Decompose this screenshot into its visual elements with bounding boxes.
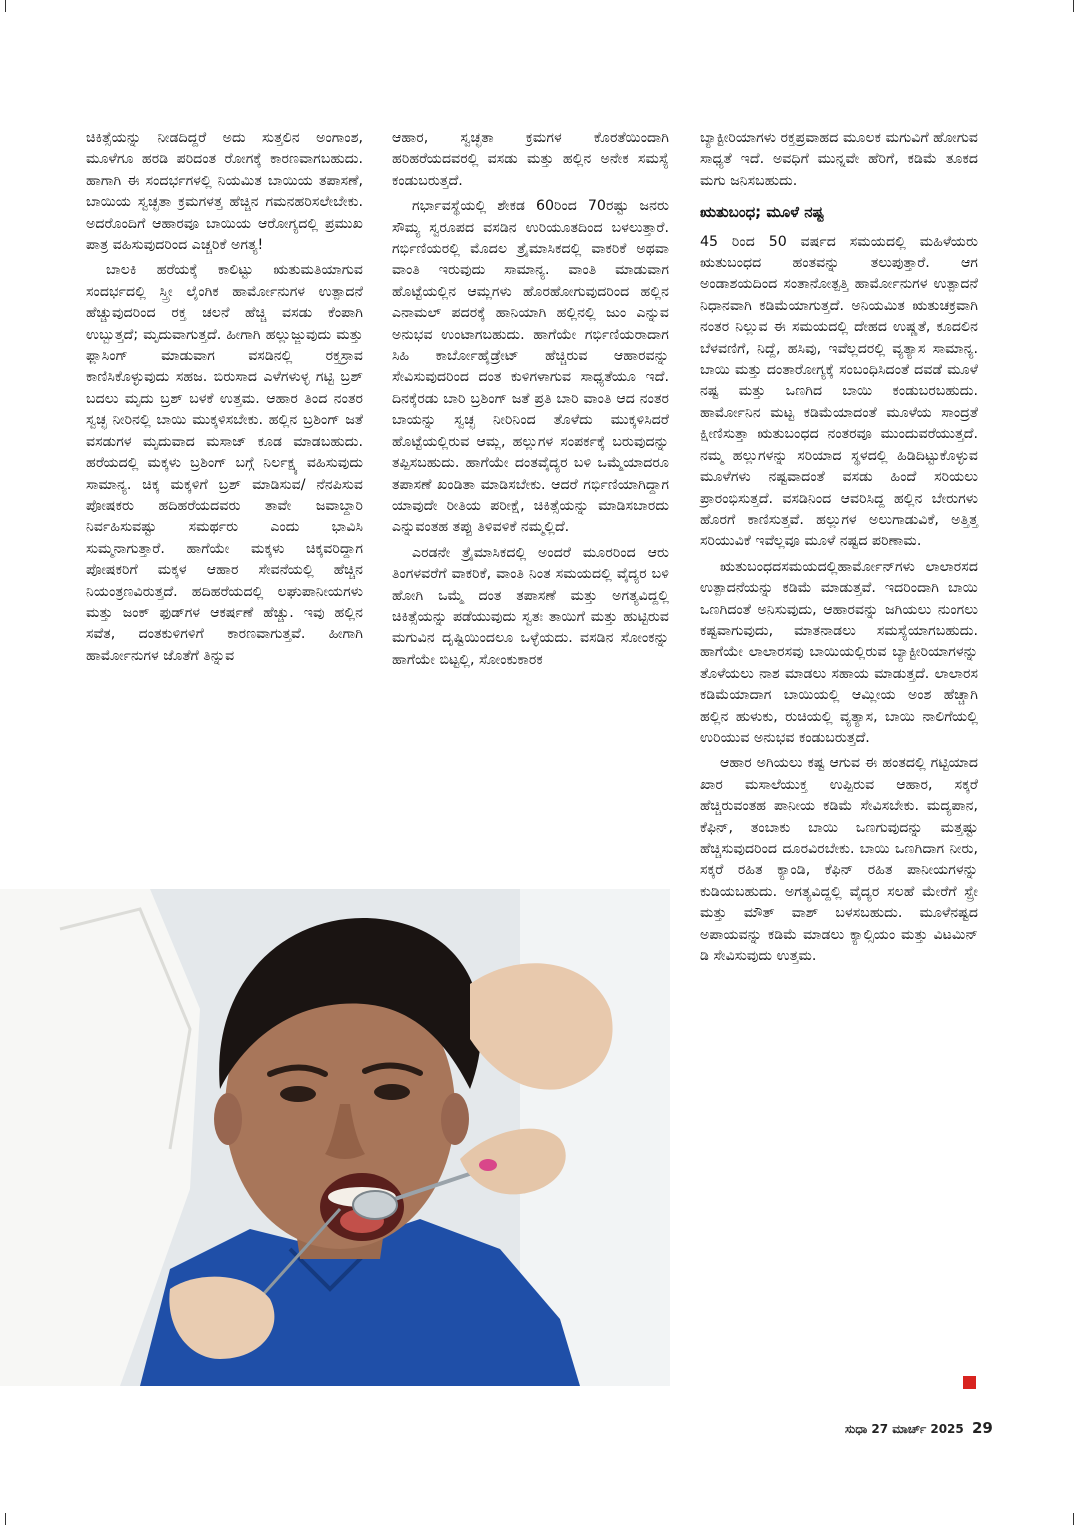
paragraph: ಬಾಲಕಿ ಹರೆಯಕ್ಕೆ ಕಾಲಿಟ್ಟು ಋತುಮತಿಯಾಗುವ ಸಂದರ್ಭದಲ್ಲಿ ಸ್ತ್ರೀ ಲೈಂಗಿಕ ಹಾರ್ಮೋನುಗಳ ಉತ್ಪಾದನೆ ಹೆಚ್ಚುವುದರಿಂದ ರಕ್ತ ಚಲನೆ ಹೆಚ್ಚಿ ವಸಡು ಕೆಂಪಾಗಿ ಉಬ್ಬುತ್ತದೆ; ಮೃದುವಾಗುತ್ತದೆ. ಹೀಗಾಗಿ ಹಲ್ಲುಜ್ಜುವುದು ಮತ್ತು ಫ್ಲಾಸಿಂಗ್ ಮಾಡುವಾಗ ವಸಡಿನಲ್ಲಿ ರಕ್ತಸ್ರಾವ ಕಾಣಿಸಿಕೊಳ್ಳುವುದು ಸಹಜ. ಬಿರುಸಾದ ಎಳೆಗಳುಳ್ಳ ಗಟ್ಟಿ ಬ್ರಶ್ ಬದಲು ಮೃದು ಬ್ರಶ್ ಬಳಕೆ ಉತ್ತಮ. ಆಹಾರ ತಿಂದ ನಂತರ ಸ್ವಚ್ಛ ನೀರಿನಲ್ಲಿ ಬಾಯಿ ಮುಕ್ಕಳಿಸಬೇಕು. ಹಲ್ಲಿನ ಬ್ರಶಿಂಗ್ ಜತೆ ವಸಡುಗಳ ಮೃದುವಾದ ಮಸಾಜ್ ಕೂಡ ಮಾಡಬಹುದು. ಹರೆಯದಲ್ಲಿ ಮಕ್ಕಳು ಬ್ರಶಿಂಗ್ ಬಗ್ಗೆ ನಿರ್ಲಕ್ಷ್ಯ ವಹಿಸುವುದು ಸಾಮಾನ್ಯ. ಚಿಕ್ಕ ಮಕ್ಕಳಿಗೆ ಬ್ರಶ್ ಮಾಡಿಸುವ/ ನೆನಪಿಸುವ ಪೋಷಕರು ಹದಿಹರೆಯದವರು ತಾವೇ ಜವಾಬ್ದಾರಿ ನಿರ್ವಹಿಸುವಷ್ಟು ಸಮರ್ಥರು ಎಂದು ಭಾವಿಸಿ ಸುಮ್ಮನಾಗುತ್ತಾರೆ. ಹಾಗೆಯೇ ಮಕ್ಕಳು ಚಿಕ್ಕವರಿದ್ದಾಗ ಪೋಷಕರಿಗೆ ಮಕ್ಕಳ ಆಹಾರ ಸೇವನೆಯಲ್ಲಿ ಹೆಚ್ಚಿನ ನಿಯಂತ್ರಣವಿರುತ್ತದೆ. ಹದಿಹರೆಯದಲ್ಲಿ ಲಘುಪಾನೀಯಗಳು ಮತ್ತು ಜಂಕ್ ಫುಡ್‌ಗಳ ಆಕರ್ಷಣೆ ಹೆಚ್ಚು. ಇವು ಹಲ್ಲಿನ ಸವೆತ, ದಂತಕುಳಿಗಳಿಗೆ ಕಾರಣವಾಗುತ್ತವೆ. ಹೀಗಾಗಿ ಹಾರ್ಮೋನುಗಳ ಜೊತೆಗೆ ತಿನ್ನುವ (86, 262, 363, 664)
section-subheading: ಋತುಬಂಧ; ಮೂಳೆ ನಷ್ಟ (700, 203, 824, 222)
folio-text: ಸುಧಾ 27 ಮಾರ್ಚ್ 2025 (845, 1422, 964, 1436)
paragraph: ಎರಡನೇ ತ್ರೈಮಾಸಿಕದಲ್ಲಿ ಅಂದರೆ ಮೂರರಿಂದ ಆರು ತಿಂಗಳವರೆಗೆ ವಾಕರಿಕೆ, ವಾಂತಿ ನಿಂತ ಸಮಯದಲ್ಲಿ ವೈದ್ಯರ ಬಳಿ ಹೋಗಿ ಒಮ್ಮೆ ದಂತ ತಪಾಸಣೆ ಮತ್ತು ಅಗತ್ಯವಿದ್ದಲ್ಲಿ ಚಿಕಿತ್ಸೆಯನ್ನು ಪಡೆಯುವುದು ಸ್ವತಃ ತಾಯಿಗೆ ಮತ್ತು ಹುಟ್ಟಿರುವ ಮಗುವಿನ ದೃಷ್ಟಿಯಿಂದಲೂ ಒಳ್ಳೆಯದು. ವಸಡಿನ ಸೋಂಕನ್ನು ಹಾಗೆಯೇ ಬಿಟ್ಟಲ್ಲಿ, ಸೋಂಕುಕಾರಕ (392, 544, 669, 668)
page-number: 29 (971, 1419, 993, 1437)
paragraph: 45 ರಿಂದ 50 ವರ್ಷದ ಸಮಯದಲ್ಲಿ ಮಹಿಳೆಯರು ಋತುಬಂಧದ ಹಂತವನ್ನು ತಲುಪುತ್ತಾರೆ. ಆಗ ಅಂಡಾಶಯದಿಂದ ಸಂತಾನೋತ್ಪತ್ತಿ ಹಾರ್ಮೋನುಗಳ ಉತ್ಪಾದನೆ ನಿಧಾನವಾಗಿ ಕಡಿಮೆಯಾಗುತ್ತದೆ. ಅನಿಯಮಿತ ಋತುಚಕ್ರವಾಗಿ ನಂತರ ನಿಲ್ಲುವ ಈ ಸಮಯದಲ್ಲಿ ದೇಹದ ಉಷ್ಣತೆ, ಕೂದಲಿನ ಬೆಳವಣಿಗೆ, ನಿದ್ದೆ, ಹಸಿವು, ಇವೆಲ್ಲದರಲ್ಲಿ ವ್ಯತ್ಯಾಸ ಸಾಮಾನ್ಯ. ಬಾಯಿ ಮತ್ತು ದಂತಾರೋಗ್ಯಕ್ಕೆ ಸಂಬಂಧಿಸಿದಂತೆ ದವಡೆ ಮೂಳೆ ನಷ್ಟ ಮತ್ತು ಒಣಗಿದ ಬಾಯಿ ಕಂಡುಬರಬಹುದು. ಹಾರ್ಮೋನಿನ ಮಟ್ಟ ಕಡಿಮೆಯಾದಂತೆ ಮೂಳೆಯ ಸಾಂದ್ರತೆ ಕ್ಷೀಣಿಸುತ್ತಾ ಋತುಬಂಧದ ನಂತರವೂ ಮುಂದುವರೆಯುತ್ತದೆ. ನಮ್ಮ ಹಲ್ಲುಗಳನ್ನು ಸರಿಯಾದ ಸ್ಥಳದಲ್ಲಿ ಹಿಡಿದಿಟ್ಟುಕೊಳ್ಳುವ ಮೂಳೆಗಳು ನಷ್ಟವಾದಂತೆ ವಸಡು ಹಿಂದೆ ಸರಿಯಲು ಪ್ರಾರಂಭಿಸುತ್ತದೆ. ವಸಡಿನಿಂದ ಆವರಿಸಿದ್ದ ಹಲ್ಲಿನ ಬೇರುಗಳು ಹೊರಗೆ ಕಾಣಿಸುತ್ತವೆ. ಹಲ್ಲುಗಳ ಅಲುಗಾಡುವಿಕೆ, ಅತ್ತಿತ್ತ ಸರಿಯುವಿಕೆ ಇವೆಲ್ಲವೂ ಮೂಳೆ ನಷ್ಟದ ಪರಿಣಾಮ. (700, 233, 978, 550)
paragraph: ಆಹಾರ ಅಗಿಯಲು ಕಷ್ಟ ಆಗುವ ಈ ಹಂತದಲ್ಲಿ ಗಟ್ಟಿಯಾದ ಖಾರ ಮಸಾಲೆಯುಕ್ತ ಉಪ್ಪಿರುವ ಆಹಾರ, ಸಕ್ಕರೆ ಹೆಚ್ಚಿರುವಂತಹ ಪಾನೀಯ ಕಡಿಮೆ ಸೇವಿಸಬೇಕು. ಮದ್ಯಪಾನ, ಕೆಫಿನ್, ತಂಬಾಕು ಬಾಯಿ ಒಣಗುವುದನ್ನು ಮತ್ತಷ್ಟು ಹೆಚ್ಚಿಸುವುದರಿಂದ ದೂರವಿರಬೇಕು. ಬಾಯಿ ಒಣಗಿದಾಗ ನೀರು, ಸಕ್ಕರೆ ರಹಿತ ಕ್ಯಾಂಡಿ, ಕೆಫಿನ್ ರಹಿತ ಪಾನೀಯಗಳನ್ನು ಕುಡಿಯಬಹುದು. ಅಗತ್ಯವಿದ್ದಲ್ಲಿ ವೈದ್ಯರ ಸಲಹೆ ಮೇರೆಗೆ ಸ್ಪ್ರೇ ಮತ್ತು ಮೌತ್ ವಾಶ್ ಬಳಸಬಹುದು. ಮೂಳೆನಷ್ಟದ ಅಪಾಯವನ್ನು ಕಡಿಮೆ ಮಾಡಲು ಕ್ಯಾಲ್ಸಿಯಂ ಮತ್ತು ವಿಟಮಿನ್ ಡಿ ಸೇವಿಸುವುದು ಉತ್ತಮ. (700, 755, 978, 965)
article-end-mark (963, 1376, 976, 1389)
paragraph: ಚಿಕಿತ್ಸೆಯನ್ನು ನೀಡದಿದ್ದರೆ ಅದು ಸುತ್ತಲಿನ ಅಂಗಾಂಶ, ಮೂಳೆಗೂ ಹರಡಿ ಪರಿದಂತ ರೋಗಕ್ಕೆ ಕಾರಣವಾಗಬಹುದು. ಹಾಗಾಗಿ ಈ ಸಂದರ್ಭಗಳಲ್ಲಿ ನಿಯಮಿತ ಬಾಯಿಯ ತಪಾಸಣೆ, ಬಾಯಿಯ ಸ್ವಚ್ಛತಾ ಕ್ರಮಗಳತ್ತ ಹೆಚ್ಚಿನ ಗಮನಹರಿಸಲೇಬೇಕು. ಅದರೊಂದಿಗೆ ಆಹಾರವೂ ಬಾಯಿಯ ಆರೋಗ್ಯದಲ್ಲಿ ಪ್ರಮುಖ ಪಾತ್ರ ವಹಿಸುವುದರಿಂದ ಎಚ್ಚರಿಕೆ ಅಗತ್ಯ! (86, 130, 363, 254)
crop-mark (5, 0, 6, 12)
boy-dental-illustration (0, 889, 670, 1386)
crop-mark (1073, 0, 1074, 12)
article-column-2 (392, 128, 669, 675)
article-column-1 (86, 128, 363, 671)
paragraph: ಗರ್ಭಾವಸ್ಥೆಯಲ್ಲಿ ಶೇಕಡ 60ರಿಂದ 70ರಷ್ಟು ಜನರು ಸೌಮ್ಯ ಸ್ವರೂಪದ ವಸಡಿನ ಉರಿಯೂತದಿಂದ ಬಳಲುತ್ತಾರೆ. ಗರ್ಭಿಣಿಯರಲ್ಲಿ ಮೊದಲ ತ್ರೈಮಾಸಿಕದಲ್ಲಿ ವಾಕರಿಕೆ ಅಥವಾ ವಾಂತಿ ಇರುವುದು ಸಾಮಾನ್ಯ. ವಾಂತಿ ಮಾಡುವಾಗ ಹೊಟ್ಟೆಯಲ್ಲಿನ ಆಮ್ಲಗಳು ಹೊರಹೋಗುವುದರಿಂದ ಹಲ್ಲಿನ ಎನಾಮಲ್ ಪದರಕ್ಕೆ ಹಾನಿಯಾಗಿ ಹಲ್ಲಿನಲ್ಲಿ ಜುಂ ಎನ್ನುವ ಅನುಭವ ಉಂಟಾಗಬಹುದು. ಹಾಗೆಯೇ ಗರ್ಭಿಣಿಯರಾದಾಗ ಸಿಹಿ ಕಾರ್ಬೋಹೈಡ್ರೇಟ್ ಹೆಚ್ಚಿರುವ ಆಹಾರವನ್ನು ಸೇವಿಸುವುದರಿಂದ ದಂತ ಕುಳಿಗಳಾಗುವ ಸಾಧ್ಯತೆಯೂ ಇದೆ. ದಿನಕ್ಕೆರಡು ಬಾರಿ ಬ್ರಶಿಂಗ್ ಜತೆ ಪ್ರತಿ ಬಾರಿ ವಾಂತಿ ಆದ ನಂತರ ಬಾಯನ್ನು ಸ್ವಚ್ಛ ನೀರಿನಿಂದ ತೊಳೆದು ಮುಕ್ಕಳಿಸಿದರೆ ಹೊಟ್ಟೆಯಲ್ಲಿರುವ ಆಮ್ಲ, ಹಲ್ಲುಗಳ ಸಂಪರ್ಕಕ್ಕೆ ಬರುವುದನ್ನು ತಪ್ಪಿಸಬಹುದು. ಹಾಗೆಯೇ ದಂತವೈದ್ಯರ ಬಳಿ ಒಮ್ಮೆಯಾದರೂ ತಪಾಸಣೆ ಖಂಡಿತಾ ಮಾಡಿಸಬೇಕು. ಆದರೆ ಗರ್ಭಿಣಿಯಾಗಿದ್ದಾಗ ಯಾವುದೇ ರೀತಿಯ ಪರೀಕ್ಷೆ, ಚಿಕಿತ್ಸೆಯನ್ನು ಮಾಡಿಸಬಾರದು ಎನ್ನುವಂತಹ ತಪ್ಪು ತಿಳಿವಳಿಕೆ ನಮ್ಮಲ್ಲಿದೆ. (392, 198, 669, 536)
crop-mark (5, 1513, 6, 1525)
crop-mark (1073, 1513, 1074, 1525)
paragraph: ಋತುಬಂಧದಸಮಯದಲ್ಲಿಹಾರ್ಮೋನ್‌ಗಳು ಲಾಲಾರಸದ ಉತ್ಪಾದನೆಯನ್ನು ಕಡಿಮೆ ಮಾಡುತ್ತವೆ. ಇದರಿಂದಾಗಿ ಬಾಯಿ ಒಣಗಿದಂತೆ ಅನಿಸುವುದು, ಆಹಾರವನ್ನು ಜಗಿಯಲು ನುಂಗಲು ಕಷ್ಟವಾಗುವುದು, ಮಾತನಾಡಲು ಸಮಸ್ಯೆಯಾಗಬಹುದು. ಹಾಗೆಯೇ ಲಾಲಾರಸವು ಬಾಯಿಯಲ್ಲಿರುವ ಬ್ಯಾಕ್ಟೀರಿಯಾಗಳನ್ನು ತೊಳೆಯಲು ನಾಶ ಮಾಡಲು ಸಹಾಯ ಮಾಡುತ್ತದೆ. ಲಾಲಾರಸ ಕಡಿಮೆಯಾದಾಗ ಬಾಯಿಯಲ್ಲಿ ಆಮ್ಲೀಯ ಅಂಶ ಹೆಚ್ಚಾಗಿ ಹಲ್ಲಿನ ಹುಳುಕು, ರುಚಿಯಲ್ಲಿ ವ್ಯತ್ಯಾಸ, ಬಾಯಿ ನಾಲಿಗೆಯಲ್ಲಿ ಉರಿಯುವ ಅನುಭವ ಕಂಡುಬರುತ್ತದೆ. (700, 558, 978, 746)
page-footer (845, 1419, 993, 1437)
paragraph: ಬ್ಯಾಕ್ಟೀರಿಯಾಗಳು ರಕ್ತಪ್ರವಾಹದ ಮೂಲಕ ಮಗುವಿಗೆ ಹೋಗುವ ಸಾಧ್ಯತೆ ಇದೆ. ಅವಧಿಗೆ ಮುನ್ನವೇ ಹೆರಿಗೆ, ಕಡಿಮೆ ತೂಕದ ಮಗು ಜನಿಸಬಹುದು. (700, 130, 978, 189)
paragraph: ಆಹಾರ, ಸ್ವಚ್ಛತಾ ಕ್ರಮಗಳ ಕೊರತೆಯಿಂದಾಗಿ ಹರಿಹರೆಯದವರಲ್ಲಿ ವಸಡು ಮತ್ತು ಹಲ್ಲಿನ ಅನೇಕ ಸಮಸ್ಯೆ ಕಂಡುಬರುತ್ತದೆ. (392, 130, 669, 189)
article-column-3 (700, 128, 978, 971)
dental-checkup-photo (0, 889, 670, 1386)
